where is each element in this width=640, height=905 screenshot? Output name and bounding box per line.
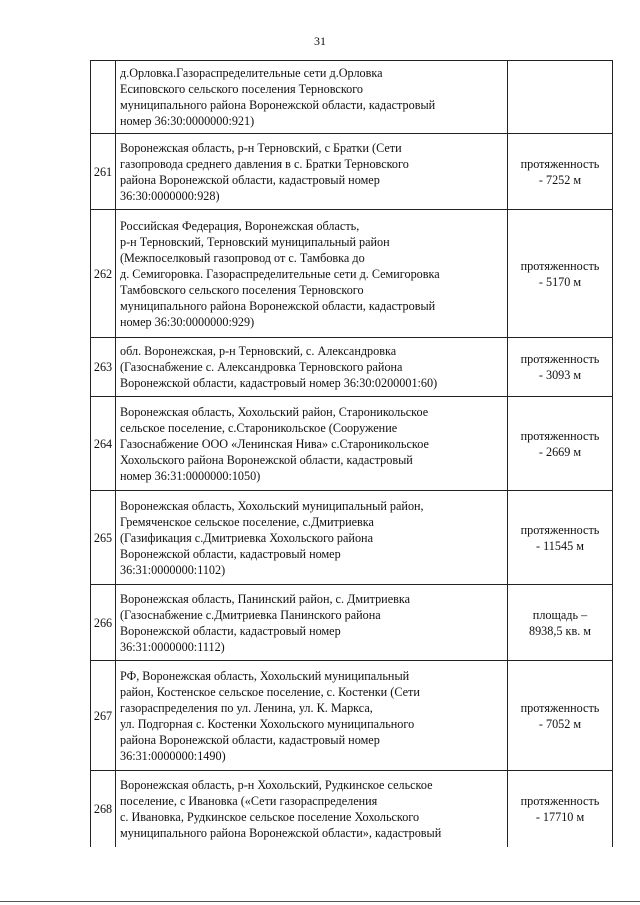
page-bottom-edge xyxy=(0,901,640,902)
row-number: 265 xyxy=(91,491,116,585)
row-number: 262 xyxy=(91,210,116,338)
table-row xyxy=(91,491,613,585)
table-row xyxy=(91,661,613,771)
row-number: 268 xyxy=(91,771,116,847)
row-number: 267 xyxy=(91,661,116,771)
object-measure xyxy=(508,61,613,134)
object-description: Воронежская область, р-н Терновский, с Братки (Сети газопровода среднего давления в с. Братки Терновского района Воронежской области, кадастровый номер 36:30:0000000:928) xyxy=(116,134,508,210)
object-description: обл. Воронежская, р-н Терновский, с. Александровка (Газоснабжение с. Александровка Терновского района Воронежской области, кадастровый номер 36:30:0200001:60) xyxy=(116,338,508,397)
object-description: Воронежская область, Панинский район, с. Дмитриевка (Газоснабжение с.Дмитриевка Панинского района Воронежской области, кадастровый номер 36:31:0000000:1112) xyxy=(116,585,508,661)
table-row xyxy=(91,338,613,397)
object-description: Воронежская область, Хохольский муниципальный район, Гремяченское сельское поселение, с.Дмитриевка (Газификация с.Дмитриевка Хохольского района Воронежской области, кадастровый номер 36:31:0000000:1102) xyxy=(116,491,508,585)
object-measure: протяженность - 7052 м xyxy=(508,661,613,771)
registry-table xyxy=(90,60,613,847)
row-number: 264 xyxy=(91,397,116,491)
object-measure: протяженность - 11545 м xyxy=(508,491,613,585)
page-number: 31 xyxy=(314,34,326,48)
object-description: д.Орловка.Газораспределительные сети д.Орловка Есиповского сельского поселения Терновского муниципального района Воронежской области, кадастровый номер 36:30:0000000:921) xyxy=(116,61,508,134)
object-description: Воронежская область, р-н Хохольский, Рудкинское сельское поселение, с Ивановка («Сети газораспределения с. Ивановка, Рудкинское сельское поселение Хохольского муниципального района Воронежской области», кадастровый xyxy=(116,771,508,847)
object-description: Воронежская область, Хохольский район, Староникольское сельское поселение, с.Староникольское (Сооружение Газоснабжение ООО «Ленинская Нива» с.Староникольское Хохольского района Воронежской области, кадастровый номер 36:31:0000000:1050) xyxy=(116,397,508,491)
table-row xyxy=(91,771,613,847)
object-measure: протяженность - 2669 м xyxy=(508,397,613,491)
row-number: 261 xyxy=(91,134,116,210)
table-row xyxy=(91,134,613,210)
object-measure: площадь – 8938,5 кв. м xyxy=(508,585,613,661)
object-description: РФ, Воронежская область, Хохольский муниципальный район, Костенское сельское поселение, с. Костенки (Сети газораспределения по ул. Ленина, ул. К. Маркса, ул. Подгорная с. Костенки Хохольского муниципального района Воронежской области, кадастровый номер 36:31:0000000:1490) xyxy=(116,661,508,771)
table-row xyxy=(91,397,613,491)
table-row xyxy=(91,61,613,134)
table-row xyxy=(91,210,613,338)
row-number: 263 xyxy=(91,338,116,397)
object-measure: протяженность - 7252 м xyxy=(508,134,613,210)
object-measure: протяженность - 5170 м xyxy=(508,210,613,338)
object-measure: протяженность - 3093 м xyxy=(508,338,613,397)
object-description: Российская Федерация, Воронежская область, р-н Терновский, Терновский муниципальный район (Межпоселковый газопровод от с. Тамбовка до д. Семигоровка. Газораспределительные сети д. Семигоровка Тамбовского сельского поселения Терновского муниципального района Воронежской области, кадастровый номер 36:30:0000000:929) xyxy=(116,210,508,338)
row-number xyxy=(91,61,116,134)
object-measure: протяженность - 17710 м xyxy=(508,771,613,847)
row-number: 266 xyxy=(91,585,116,661)
table-row xyxy=(91,585,613,661)
